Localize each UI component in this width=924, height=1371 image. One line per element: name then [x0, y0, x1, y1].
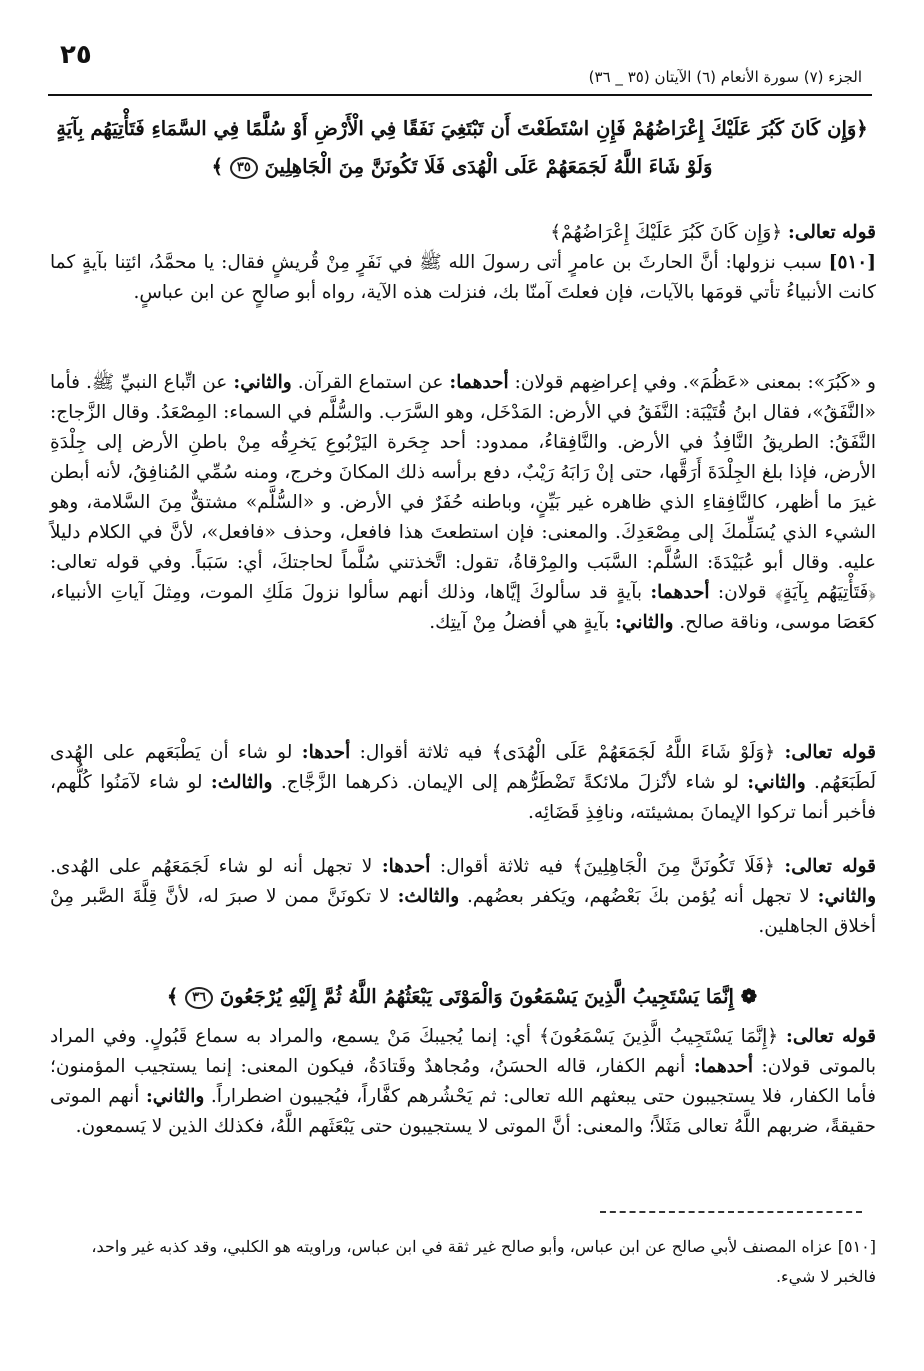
commentary-meanings: [50, 368, 876, 638]
bold-label: والثالث:: [397, 886, 460, 907]
verse-number-35: ٣٥: [230, 157, 258, 179]
text-run: بآيةٍ قد سألوكَ إيَّاها، وذلك أنهم سألوا نزولَ مَلَكِ الموت، ومِثلَ آياتِ الأنبياء، كعَصَا موسى، وناقة صالح.: [50, 582, 876, 633]
verse-36-text: ❁ إِنَّمَا يَسْتَجِيبُ الَّذِينَ يَسْمَعُونَ وَالْمَوْتَى يَبْعَثُهُمُ اللَّهُ ثُمَّ إِلَيْهِ يُرْجَعُونَ: [219, 985, 758, 1008]
verse-35-line-2: [44, 148, 880, 186]
bold-label: والثاني:: [233, 372, 292, 393]
bold-label: والثاني:: [747, 772, 806, 793]
text-run: لا تكونَنَّ ممن لا صبرَ له، لأنَّ قِلَّةَ الصَّبر مِنْ أخلاق الجاهلين.: [50, 886, 876, 937]
text-run: بآيةٍ هي أفضلُ مِنْ آيتِك.: [429, 612, 610, 633]
bold-label: والثالث:: [210, 772, 273, 793]
lead-label: قوله تعالى:: [784, 742, 876, 763]
lead-label: قوله تعالى:: [785, 1026, 877, 1047]
reason-of-revelation: [50, 248, 876, 308]
text-run: عن اتِّباع النبيِّ ﷺ. فأما «النَّفَقُ»، فقال ابنُ قُتَيْبَة: النَّفَقُ في الأرض: المَدْخَل، وهو السَّرَب. والسُّلَّم في السماء: المِصْعَدُ. وقال الزَّجاج: النَّفَقُ: الطريقُ النَّافِذُ في الأرض. والنَّافِقاءُ، ممدود: أحد جِحَرة اليَرْبُوعِ يَخرِقُه مِنْ باطنِ الأرض إلى جِلْدَةِ الأرض، فإذا بلغ الجِلْدَةَ أَرَقَّها، حتى إنْ رَابَهُ رَيْبٌ، دفع برأسه ذلك المكانَ وخرج، ومنه سُمِّي المُنافِقُ، لأنه أبطن غيرَ ما أظهر، كالنَّافِقاءِ الذي ظاهره غير بَيِّنٍ، وباطنه حُفَرٌ في الأرض. و «السُّلَّم» مشتقٌّ مِنَ السَّلامة، وهو الشيء الذي يُسَلِّمكَ إلى مِصْعَدِكَ. والمعنى: فإن استطعتَ هذا فافعل، وحذف «فافعل»، لأنَّ في الكلام دليلاً عليه. وقال أبو عُبَيْدَةَ: السُّلَّم: السَّبَب والمِرْقاةُ، تقول: اتَّخذتني سُلَّماً لحاجتكَ، أي: سَبَباً. وفي قوله تعالى: ﴿فَتَأْتِيَهُم بِآيَةٍ﴾ قولان:: [50, 372, 876, 603]
bold-label: أحدهما:: [449, 372, 509, 393]
text-run: فيه ثلاثة أقوال:: [439, 856, 563, 877]
bold-label: والثاني:: [615, 612, 674, 633]
bold-label: أحدها:: [301, 742, 351, 763]
text-run: فيه ثلاثة أقوال:: [359, 742, 483, 763]
verse-35-line-1: ﴿وَإِن كَانَ كَبُرَ عَلَيْكَ إِعْرَاضُهُمْ فَإِنِ اسْتَطَعْتَ أَن تَبْتَغِيَ نَفَقًا فِي الْأَرْضِ أَوْ سُلَّمًا فِي السَّمَاءِ فَتَأْتِيَهُم بِآيَةٍ: [56, 117, 868, 140]
footnote-510: [50, 1232, 876, 1292]
bold-label: والثاني:: [817, 886, 876, 907]
lead-label: قوله تعالى:: [788, 222, 876, 243]
verse-number-36: ٣٦: [185, 987, 213, 1009]
bold-label: أحدها:: [381, 856, 431, 877]
bold-label: أحدهما:: [693, 1056, 754, 1077]
commentary-guidance: [50, 738, 876, 828]
text-run: لو شاء أن يَطْبَعَهم على الهُدى لَطَبَعَهُم.: [50, 742, 877, 793]
text-run: و «كَبُرَ»: بمعنى «عَظُمَ». وفي إعراضِهم قولان:: [514, 372, 876, 393]
quoted-verse: ﴿إِنَّمَا يَسْتَجِيبُ الَّذِينَ يَسْمَعُونَ﴾: [538, 1026, 779, 1047]
footnote-ref: [٥١٠]: [837, 1237, 876, 1256]
hadith-ref-510: [٥١٠]: [828, 252, 877, 273]
quoted-verse: ﴿وَإِن كَانَ كَبُرَ عَلَيْكَ إِعْرَاضُهُمْ﴾: [550, 222, 783, 243]
reason-text: سبب نزولها: أنَّ الحارثَ بن عامرٍ أتى رسولَ الله ﷺ في نَفَرٍ مِنْ قُريشٍ فقال: يا محمَّدُ، ائتِنا بآيةٍ كما كانت الأنبياءُ تأتي قومَها بالآيات، فإن فعلتَ آمنّا بك، فنزلت هذه الآية، رواه أبو صالحٍ عن ابن عباسٍ.: [50, 252, 876, 303]
page-number: ٢٥: [60, 40, 92, 70]
text-run: لا تجهل أنه لو شاء لَجَمَعَهُم على الهُدى.: [50, 856, 373, 877]
quoted-verse: ﴿وَلَوْ شَاءَ اللَّهُ لَجَمَعَهُمْ عَلَى الْهُدَى﴾: [491, 742, 776, 763]
commentary-ignorant: [50, 852, 876, 942]
text-run: أنهم الكفار، قاله الحسَنُ، ومُجاهدٌ وقَتادَةُ، فيكون المعنى: إنما يستجيب المؤمنون؛ فأما الكفار، فلا يستجيبون حتى يبعثهم الله تعالى: ثم يَحْشُرهم كفَّاراً، فيُجيبون اضطراراً.: [50, 1056, 876, 1107]
lead-label: قوله تعالى:: [784, 856, 877, 877]
text-run: أي: إنما يُجيبكَ مَنْ يسمع، والمراد به سماع قَبُولٍ. وفي المراد بالموتى قولان:: [50, 1026, 876, 1077]
commentary-verse-36: [50, 1022, 876, 1142]
verse-35: [44, 110, 880, 186]
bold-label: والثاني:: [145, 1086, 205, 1107]
verse-35-line-2-text: وَلَوْ شَاءَ اللَّهُ لَجَمَعَهُمْ عَلَى الْهُدَى فَلَا تَكُونَنَّ مِنَ الْجَاهِلِينَ: [264, 155, 713, 178]
verse-36: [44, 978, 880, 1016]
verse-36-close-bracket: ﴾: [166, 985, 179, 1008]
header-divider: [48, 94, 872, 96]
text-run: عن استماع القرآن.: [297, 372, 444, 393]
quoted-verse: ﴿فَلَا تَكُونَنَّ مِنَ الْجَاهِلِينَ﴾: [572, 856, 775, 877]
text-run: لو شاء لأنْزلَ ملائكةً تَضْطَرُّهم إلى الإيمان. ذكرهما الزَّجَّاج.: [280, 772, 739, 793]
text-run: أنهم الموتى حقيقةً، ضربهم اللَّهُ تعالى مَثَلاً؛ والمعنى: أنَّ الموتى لا يستجيبون حتى يَبْعَثَهم اللَّهُ، فكذلك الذين لا يَسمعون.: [50, 1086, 876, 1137]
verse-35-close-bracket: ﴾: [211, 155, 224, 178]
commentary-verse-35-heading: [50, 218, 876, 248]
text-run: لا تجهل أنه يُؤمن بكَ بَعْضُهم، ويَكفر بعضُهم.: [467, 886, 810, 907]
footnote-separator: [600, 1211, 862, 1213]
footnote-text: عزاه المصنف لأبي صالح عن ابن عباس، وأبو صالح غير ثقة في ابن عباس، وراويته هو الكلبي، وقد كذبه غير واحد، فالخبر لا شيء.: [91, 1237, 876, 1286]
running-header: الجزء (٧) سورة الأنعام (٦) الآيتان (٣٥ _ ٣٦): [588, 68, 862, 86]
bold-label: أحدهما:: [650, 582, 710, 603]
text-run: لو شاء لآمَنُوا كُلُّهم، فأخبر أنما تركوا الإيمانَ بمشيئته، ونافِذِ قَضَائِه.: [50, 772, 876, 823]
